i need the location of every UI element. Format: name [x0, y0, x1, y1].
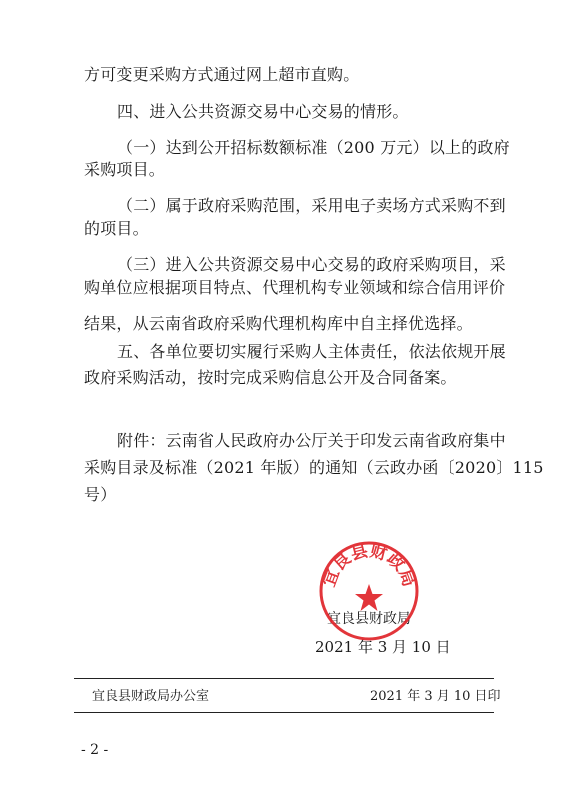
- page-number: - 2 -: [81, 742, 109, 758]
- official-seal: [318, 540, 420, 642]
- seal-text: 宜良县财政局: [319, 541, 419, 590]
- attachment-line: 号）: [84, 485, 117, 504]
- section-heading: 五、各单位要切实履行采购人主体责任，依法依规开展: [117, 342, 506, 361]
- section-heading: 四、进入公共资源交易中心交易的情形。: [117, 102, 409, 121]
- body-line: 方可变更采购方式通过网上超市直购。: [84, 65, 360, 84]
- footer-issuer: 宜良县财政局办公室: [92, 689, 210, 704]
- attachment-line: 附件：云南省人民政府办公厅关于印发云南省政府集中: [117, 431, 506, 450]
- body-line: （三）进入公共资源交易中心交易的政府采购项目，采: [117, 255, 506, 274]
- body-line: 采购项目。: [84, 160, 166, 179]
- body-line: （二）属于政府采购范围，采用电子卖场方式采购不到: [117, 196, 506, 215]
- body-line: 结果，从云南省政府采购代理机构库中自主择优选择。: [84, 314, 473, 333]
- body-line: 政府采购活动，按时完成采购信息公开及合同备案。: [84, 368, 457, 387]
- footer-rule-bottom: [74, 712, 494, 713]
- body-line: 的项目。: [84, 219, 149, 238]
- attachment-line: 采购目录及标准（2021 年版）的通知（云政办函〔2020〕115: [84, 458, 544, 477]
- body-line: 购单位应根据项目特点、代理机构专业领域和综合信用评价: [84, 278, 506, 297]
- body-line: （一）达到公开招标数额标准（200 万元）以上的政府: [117, 138, 510, 157]
- signature-date: 2021 年 3 月 10 日: [315, 638, 451, 656]
- footer-rule-top: [74, 678, 494, 679]
- seal-star-icon: [355, 584, 383, 611]
- signature-org: 宜良县财政局: [327, 611, 411, 627]
- footer-print-date: 2021 年 3 月 10 日印: [370, 689, 501, 704]
